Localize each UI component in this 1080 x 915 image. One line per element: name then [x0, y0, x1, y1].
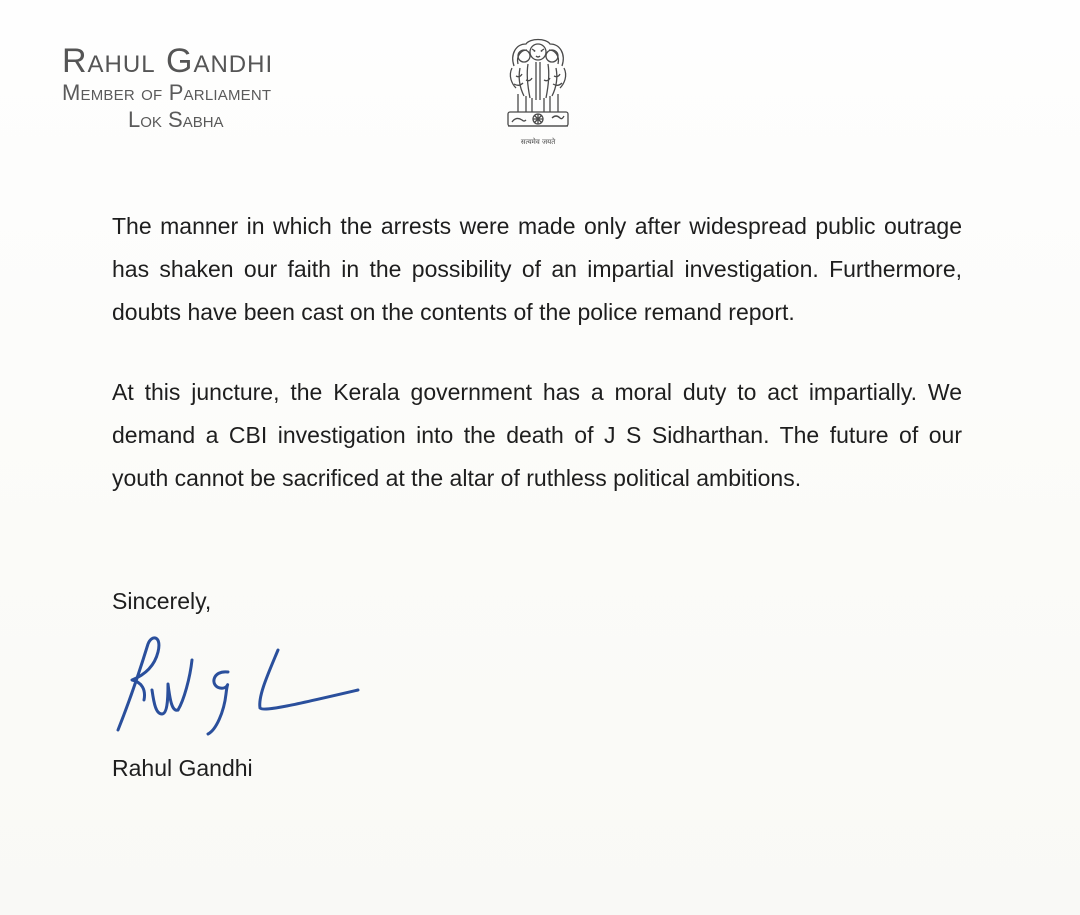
signature	[108, 630, 368, 740]
letterhead-house: Lok Sabha	[128, 107, 224, 132]
letterhead-name: Rahul Gandhi	[62, 42, 274, 80]
signature-icon	[108, 630, 368, 740]
letterhead	[62, 44, 322, 133]
closing-salutation: Sincerely,	[112, 588, 212, 614]
letter-body	[112, 205, 962, 500]
emblem-motto: सत्यमेव जयते	[520, 138, 556, 146]
national-emblem-icon	[496, 32, 580, 150]
signatory-name: Rahul Gandhi	[112, 755, 253, 781]
national-emblem	[496, 32, 580, 150]
body-paragraph: The manner in which the arrests were made only after widespread public outrage has shaken our faith in the possibility of an impartial investigation. Furthermore, doubts have been cast on the contents of the police remand report.	[112, 213, 962, 325]
letterhead-role: Member of Parliament	[62, 80, 272, 105]
body-paragraph: At this juncture, the Kerala government has a moral duty to act impartially. We demand a CBI investigation into the death of J S Sidharthan. The future of our youth cannot be sacrificed at the altar of ruthless political ambitions.	[112, 379, 962, 491]
